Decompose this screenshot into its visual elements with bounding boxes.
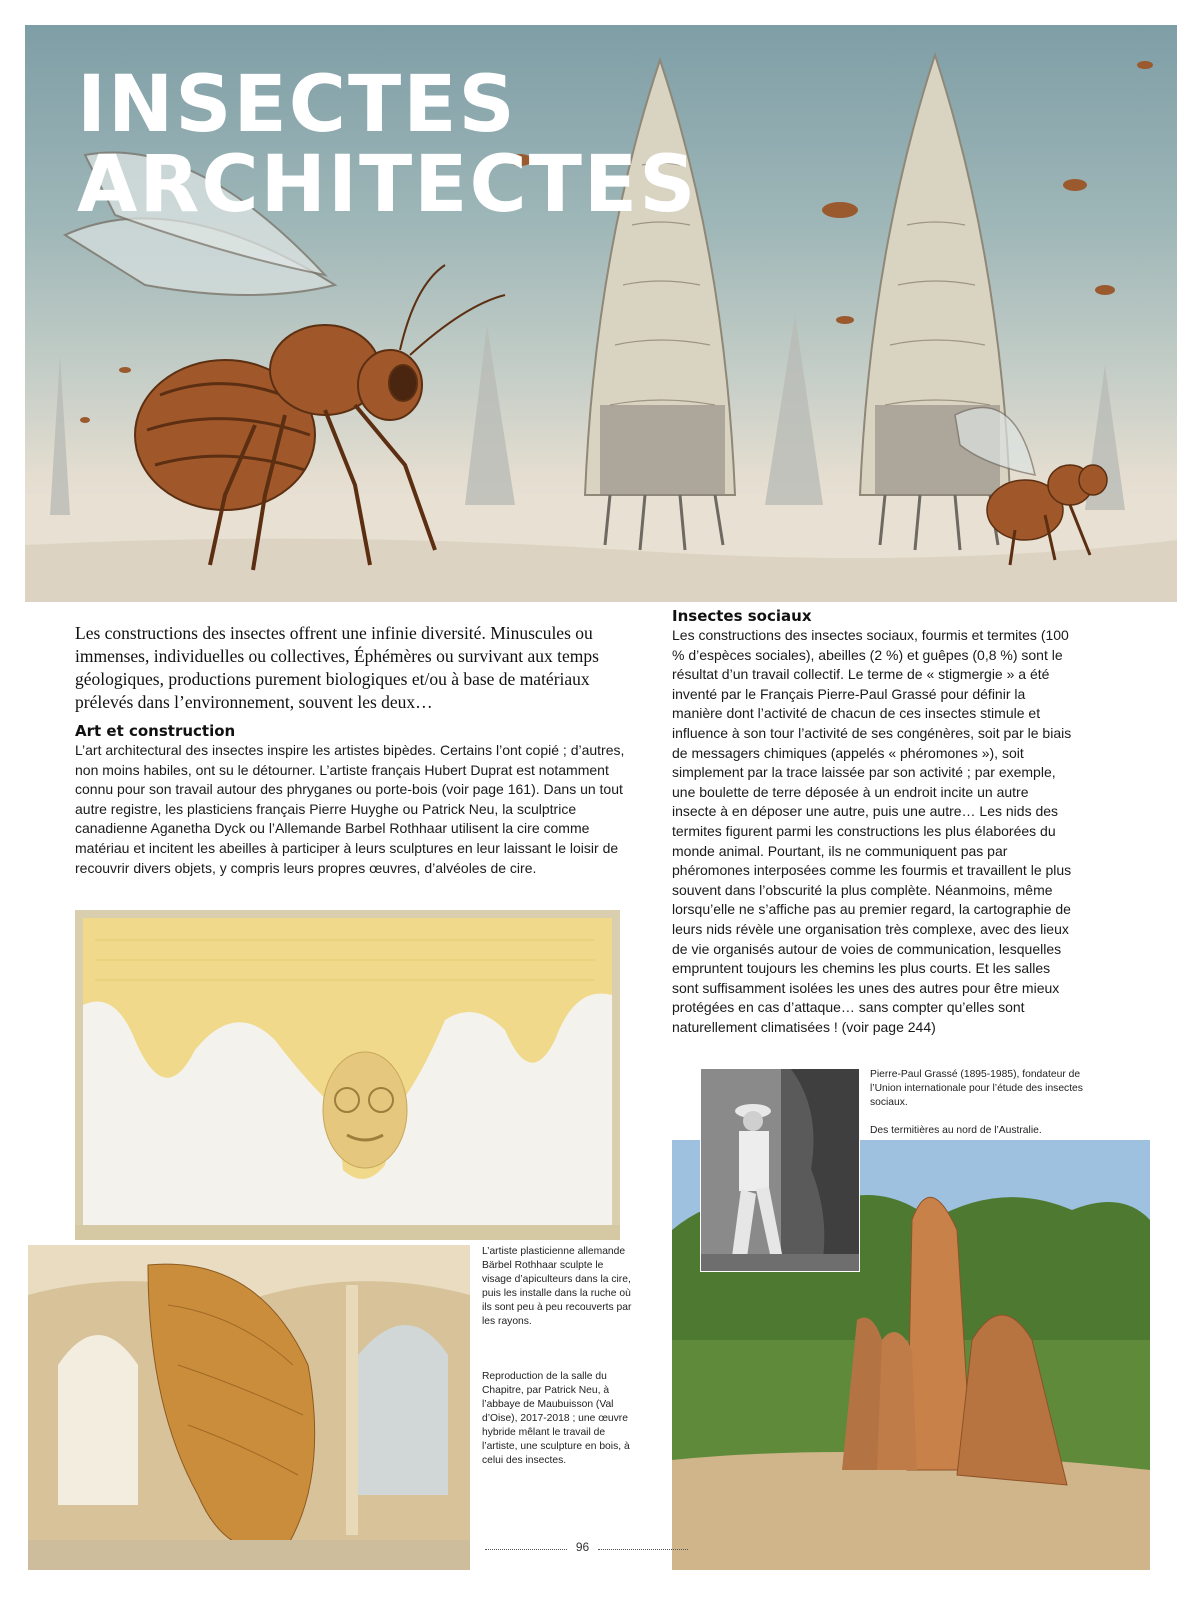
social-body: Les constructions des insectes sociaux, fourmis et termites (100 % d’espèces sociales), abeilles (2 %) et guêpes (0,8 %) sont le résultat d’un travail collectif. Le terme de « stigmergie » a été inventé par le Français Pierre-Paul Grassé pour définir la manière dont l’activité de chacun de ces insectes stimule et influence à son tour l’activité de ses congénères, soit par le biais de messagers chimiques (appelés « phéromones »), soit simplement par la trace laissée par son activité ; par exemple, une boulette de terre déposée à un endroit incite un autre insecte à en déposer une autre, puis une autre… Les nids des termites figurent parmi les constructions les plus élaborées du monde animal. Pourtant, ils ne communiquent pas par phéromones interposées comme les fourmis et travaillent le plus souvent dans l’obscurité la plus complète. Néanmoins, même lorsqu’elle ne s’affiche pas au premier regard, la cartographie de leurs nids révèle une organisation très complexe, avec des lieux de vie organisés autour de voies de communication, lesquelles empruntent toujours les chemins les plus courts. Et les salles sont suffisamment isolées les unes des autres pour être mieux protégées en cas d’attaque… sans compter qu’elles sont naturellement climatisées ! (voir page 244)	[672, 627, 1072, 1035]
title-line-2: ARCHITECTES	[77, 140, 698, 230]
art-body: L’art architectural des insectes inspire les artistes bipèdes. Certains l’ont copié ; d’autres, non moins habiles, ont su le détourner. L’artiste français Hubert Duprat est notamment connu pour son travail autour des phryganes ou porte-bois (voir page 161). Dans un tout autre registre, les plasticiens français Pierre Huyghe ou Patrick Neu, la sculptrice canadienne Aganetha Dyck ou l’Allemande Barbel Rothhaar utilisent la cire comme matériau et incitent les abeilles à participer à leurs sculptures en leur laissant le loisir de recouvrir divers objets, y compris leurs propres œuvres, d’alvéoles de cire.	[75, 742, 625, 876]
footer-rule-left	[485, 1549, 567, 1550]
art-section	[75, 722, 635, 878]
social-heading: Insectes sociaux	[672, 607, 812, 625]
art-heading: Art et construction	[75, 722, 236, 740]
chapter-hall-sculpture-photo	[28, 1245, 470, 1570]
page-title	[77, 60, 698, 230]
caption-grasse: Pierre-Paul Grassé (1895-1985), fondateur de l’Union internationale pour l’étude des insectes sociaux.	[870, 1069, 1083, 1108]
caption-rothhaar: L’artiste plasticienne allemande Bärbel Rothhaar sculpte le visage d’apiculteurs dans la cire, puis les installe dans la ruche où ils sont peu à peu recouverts par les rayons.	[482, 1246, 632, 1327]
title-line-1: INSECTES	[77, 60, 517, 150]
footer-rule-right	[598, 1549, 688, 1550]
hive-tower-right	[860, 55, 1010, 550]
lead-paragraph: Les constructions des insectes offrent une infinie diversité. Minuscules ou immenses, individuelles ou collectives, Éphémères ou survivant aux temps géologiques, productions purement biologiques et/ou à base de matériaux prélevés dans l’environnement, souvent les deux…	[75, 623, 599, 712]
social-section	[672, 607, 1074, 1037]
wax-face-sculpture-photo	[75, 910, 620, 1240]
caption-neu: Reproduction de la salle du Chapitre, par Patrick Neu, à l’abbaye de Maubuisson (Val d’Oise), 2017-2018 ; une œuvre hybride mêlant le travail de l’artiste, une sculpture en bois, à celui des insectes.	[482, 1371, 630, 1466]
page-number: 96	[575, 1540, 590, 1554]
grasse-portrait-photo	[700, 1068, 860, 1272]
hero-illustration	[25, 25, 1177, 602]
caption-termites: Des termitières au nord de l’Australie.	[870, 1125, 1042, 1136]
